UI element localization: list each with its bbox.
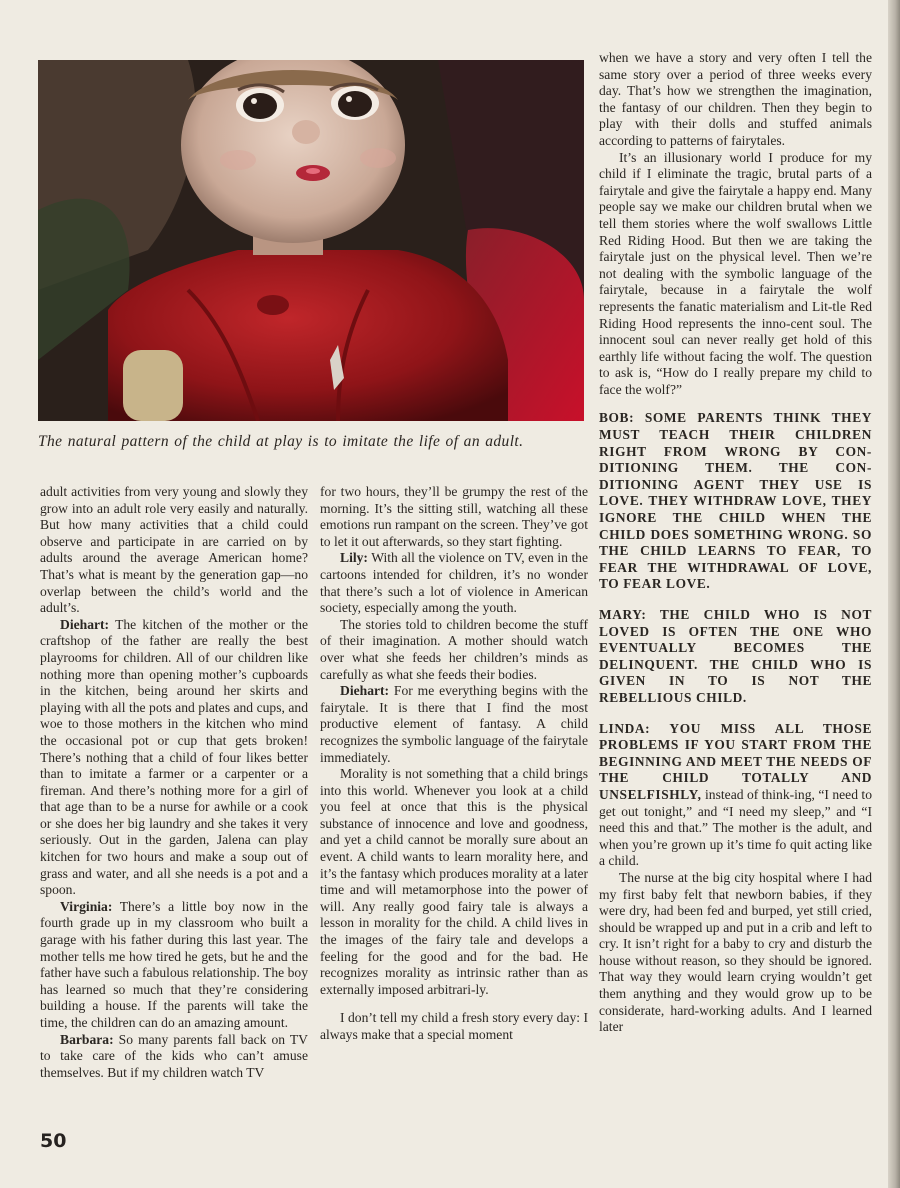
text-column-1 bbox=[40, 484, 308, 1081]
paragraph bbox=[320, 550, 588, 616]
paragraph-text: The stories told to children become the stuff of their imagination. A mother should watch over what she feeds her children’s minds as carefully as what she feeds their bodies. bbox=[320, 616, 588, 682]
paragraph bbox=[320, 1010, 588, 1043]
photo-caption: The natural pattern of the child at play is to imitate the life of an adult. bbox=[38, 433, 524, 450]
paragraph bbox=[320, 484, 588, 550]
paragraph bbox=[40, 484, 308, 617]
paragraph bbox=[40, 1032, 308, 1082]
paragraph: when we have a story and very often I tell the same story over a period of three weeks every day. That’s how we strengthen the imagination, the fantasy of our children. Then they begin to play with their dolls and stuffed animals according to patterns of fairytales. bbox=[599, 50, 872, 148]
page-number: 50 bbox=[40, 1130, 67, 1152]
paragraph-text: adult activities from very young and slowly they grow into an adult role very easily and naturally. But how many activities that a child could observe and participate in are carried on by adults around the average American home? That’s what is meant by the generation gap—no overlap between the child’s world and the adult’s. bbox=[40, 484, 308, 616]
speaker-name: Diehart: bbox=[340, 683, 390, 699]
paragraph-text: The kitchen of the mother or the craftshop of the father are really the best playrooms for children. All of our children like nothing more than opening mother’s cupboards in the kitchen, being around her skirts and playing with all the pots and plates and cups, and woe to those mothers in the kitchen who mind the occasional pot or cup that gets broken! There’s nothing that a child of four likes better than to imitate a farmer or a carpenter or a fireman. And there’s nothing more for a girl of that age than to be a nurse for awhile or a cook or she does her big laundry and she takes it very seriously. Out in the garden, Jalena can play kitchen for two hours and make a soup out of grass and water, and all she needs is a pot and a spoon. bbox=[40, 616, 308, 898]
page-binding-edge bbox=[888, 0, 900, 1188]
speaker-name: Barbara: bbox=[60, 1031, 114, 1047]
paragraph-text: There’s a little boy now in the fourth grade up in my classroom who built a garage with his father during this last year. The mother tells me how tired he gets, but he and the father have such a fabulous relationship. The boy has learned so much that they’re considering building a house. If the parents will take the time, the children can do an amazing amount. bbox=[40, 898, 308, 1030]
paragraph-text: So many parents fall back on TV to take care of the kids who can’t amuse themselves. But if my children watch TV bbox=[40, 1031, 308, 1080]
speaker-name: Diehart: bbox=[60, 616, 110, 632]
paragraph-text: With all the violence on TV, even in the cartoons intended for children, it’s no wonder that there’s such a lot of violence in American society, especially among the youth. bbox=[320, 550, 588, 616]
bob-statement: BOB: SOME PARENTS THINK THEY MUST TEACH THEIR CHILDREN RIGHT FROM WRONG BY CON-DITIONING THEM. THE CON-DITIONING AGENT THEY USE IS LOVE. THEY WITHDRAW LOVE, THEY IGNORE THE CHILD WHEN THE CHILD DOES SOMETHING WRONG. SO THE CHILD LEARNS TO FEAR, TO FEAR THE WITHDRAWAL OF LOVE, TO FEAR LOVE. bbox=[599, 410, 872, 592]
linda-caps-text: LINDA: YOU MISS ALL THOSE PROBLEMS IF YOU START FROM THE BEGINNING AND MEET THE NEEDS OF THE CHILD TOTALLY AND UNSELFISHLY, bbox=[599, 720, 872, 802]
linda-rest-text: instead of think-ing, “I need to get out tonight,” and “I need my sleep,” and “I need this and that.” The mother is the adult, and when you’re grown up it’s time fo quit acting like a child. bbox=[599, 786, 872, 869]
text-column-3 bbox=[599, 50, 872, 1036]
paragraph bbox=[320, 766, 588, 998]
paragraph bbox=[320, 617, 588, 683]
paragraph bbox=[40, 899, 308, 1032]
paragraph-text: For me everything begins with the fairytale. It is there that I find the most productive element of fantasy. A child recognizes the symbolic language of the fairytale immediately. bbox=[320, 683, 588, 765]
doll-photograph bbox=[38, 60, 584, 421]
paragraph-text: for two hours, they’ll be grumpy the rest of the morning. It’s the sitting still, watching all these emotions run rampant on the screen. They’ve got to let it out afterwards, so they start fighting. bbox=[320, 484, 588, 549]
paragraph-text: Morality is not something that a child brings into this world. Whenever you look at a child you feel at once that this is the physical substance of innocence and love and goodness, and yet a child cannot be morally sure about an event. A child wants to learn morality here, and it’s the fantasy which produces morality at a later time and will metamorphose into the power of will. Any really good fairy tale is always a lesson in morality for the child. A child lives in the images of the fairy tale and develops a feeling for the good and for the bad. He recognizes morality as intrinsic rather than as externally imposed arbitrari-ly. bbox=[320, 766, 589, 997]
paragraph: The nurse at the big city hospital where I had my first baby felt that newborn babies, if they were dry, had been fed and burped, yet still cried, should be wrapped up and put in a crib and left to cry. It isn’t right for a baby to cry and disturb the house without reason, so they should be ignored. That way they would learn crying wouldn’t get them anything and they would grow up to be considerate, hard-working adults. And I learned later bbox=[599, 869, 872, 1035]
speaker-name: Virginia: bbox=[60, 898, 113, 914]
paragraph bbox=[40, 617, 308, 899]
text-column-2 bbox=[320, 484, 588, 1044]
paragraph-text: I don’t tell my child a fresh story every day: I always make that a special moment bbox=[320, 1010, 588, 1042]
speaker-name: Lily: bbox=[340, 550, 368, 566]
paragraph bbox=[320, 683, 588, 766]
mary-statement: MARY: THE CHILD WHO IS NOT LOVED IS OFTEN THE ONE WHO EVENTUALLY BECOMES THE DELINQUENT. THE CHILD WHO IS GIVEN IN TO IS NOT THE REBELLIOUS CHILD. bbox=[599, 607, 872, 705]
linda-statement bbox=[599, 721, 872, 870]
paragraph: It’s an illusionary world I produce for my child if I eliminate the tragic, brutal parts of a fairytale and give the fairytale a happy end. Many people say we make our children brutal when we tell them stories where the wolf swallows Little Red Riding Hood. But then we are taking the fairytale just on the physical level. Then we’re not dealing with the symbolic language of the fairytale, because in a fairytale the wolf represents the fanatic materialism and Lit-tle Red Riding Hood represents the inno-cent soul. The innocent soul can never really get hold of this earthly life without facing the wolf. The question to ask is, “How do I really prepare my child to face the wolf?” bbox=[599, 149, 872, 397]
